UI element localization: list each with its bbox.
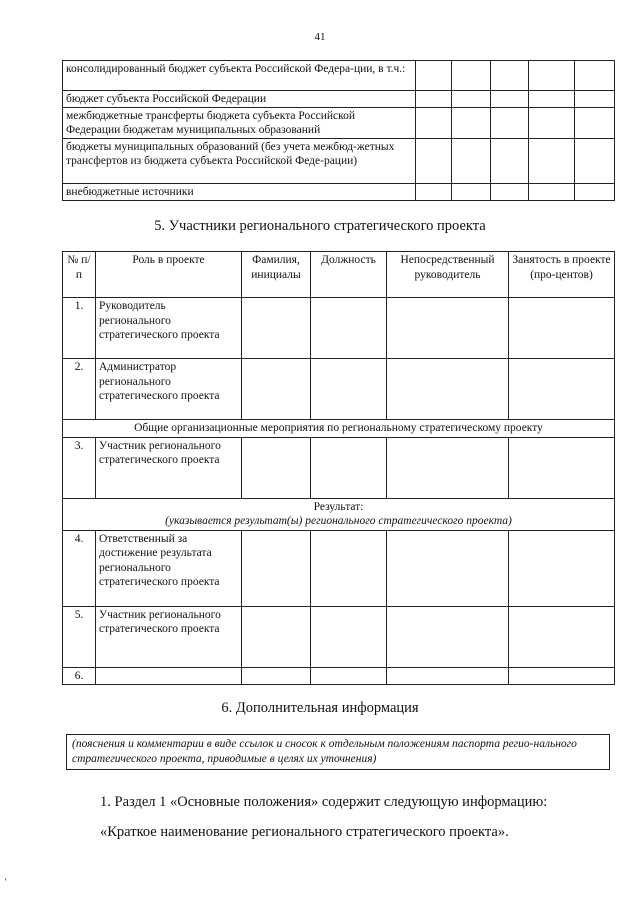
- budget-row-label: бюджеты муниципальных образований (без учета межбюд-жетных трансфертов из бюджета субъекта Российской Феде-рации): [63, 139, 416, 184]
- table-row: [63, 139, 615, 184]
- row-num: 6.: [63, 667, 96, 685]
- row-role: Руководитель регионального стратегического проекта: [96, 298, 242, 359]
- row-num: 1.: [63, 298, 96, 359]
- budget-row-label: бюджет субъекта Российской Федерации: [63, 91, 416, 108]
- table-row: [63, 184, 615, 201]
- general-activities-row: Общие организационные мероприятия по региональному стратегическому проекту: [63, 420, 615, 438]
- paragraph-2: «Краткое наименование регионального стратегического проекта».: [100, 824, 509, 840]
- budget-row-label: консолидированный бюджет субъекта Российской Федера-ции, в т.ч.:: [63, 61, 416, 91]
- table-row: [63, 91, 615, 108]
- participants-table: [62, 251, 615, 685]
- budget-row-label: межбюджетные трансферты бюджета субъекта Российской Федерации бюджетам муниципальных образований: [63, 108, 416, 139]
- table-row: [63, 606, 615, 667]
- additional-info-note: (пояснения и комментарии в виде ссылок и сносок к отдельным положениям паспорта регио-нального стратегического проекта, приводимые в целях их уточнения): [66, 734, 610, 770]
- paragraph-1: 1. Раздел 1 «Основные положения» содержит следующую информацию:: [100, 794, 548, 810]
- table-row: [63, 420, 615, 438]
- budget-sources-table: [62, 60, 615, 201]
- table-row: [63, 498, 615, 530]
- result-row: [63, 498, 615, 530]
- table-row: [63, 108, 615, 139]
- page-number: 41: [314, 31, 326, 43]
- table-header-row: [63, 252, 615, 298]
- row-role: [96, 667, 242, 685]
- table-row: [63, 437, 615, 498]
- row-role: Участник регионального стратегического проекта: [96, 606, 242, 667]
- header-supervisor: Непосредственный руководитель: [387, 252, 509, 298]
- budget-row-label: внебюджетные источники: [63, 184, 416, 201]
- scan-mark: ʻ: [4, 877, 8, 888]
- row-num: 4.: [63, 530, 96, 606]
- row-role: Участник регионального стратегического проекта: [96, 437, 242, 498]
- row-role: Администратор регионального стратегического проекта: [96, 359, 242, 420]
- table-row: [63, 61, 615, 91]
- header-num: № п/п: [63, 252, 96, 298]
- table-row: [63, 298, 615, 359]
- header-name: Фамилия, инициалы: [242, 252, 311, 298]
- header-role: Роль в проекте: [96, 252, 242, 298]
- table-row: [63, 667, 615, 685]
- result-label: Результат:: [313, 500, 364, 513]
- table-row: [63, 530, 615, 606]
- section-6-title: 6. Дополнительная информация: [221, 700, 419, 716]
- table-row: [63, 359, 615, 420]
- section-5-title: 5. Участники регионального стратегического проекта: [154, 218, 486, 234]
- header-load: Занятость в проекте (про-центов): [509, 252, 615, 298]
- row-num: 2.: [63, 359, 96, 420]
- row-num: 5.: [63, 606, 96, 667]
- row-role: Ответственный за достижение результата регионального стратегического проекта: [96, 530, 242, 606]
- result-hint: (указывается результат(ы) регионального стратегического проекта): [165, 515, 512, 527]
- header-position: Должность: [311, 252, 387, 298]
- row-num: 3.: [63, 437, 96, 498]
